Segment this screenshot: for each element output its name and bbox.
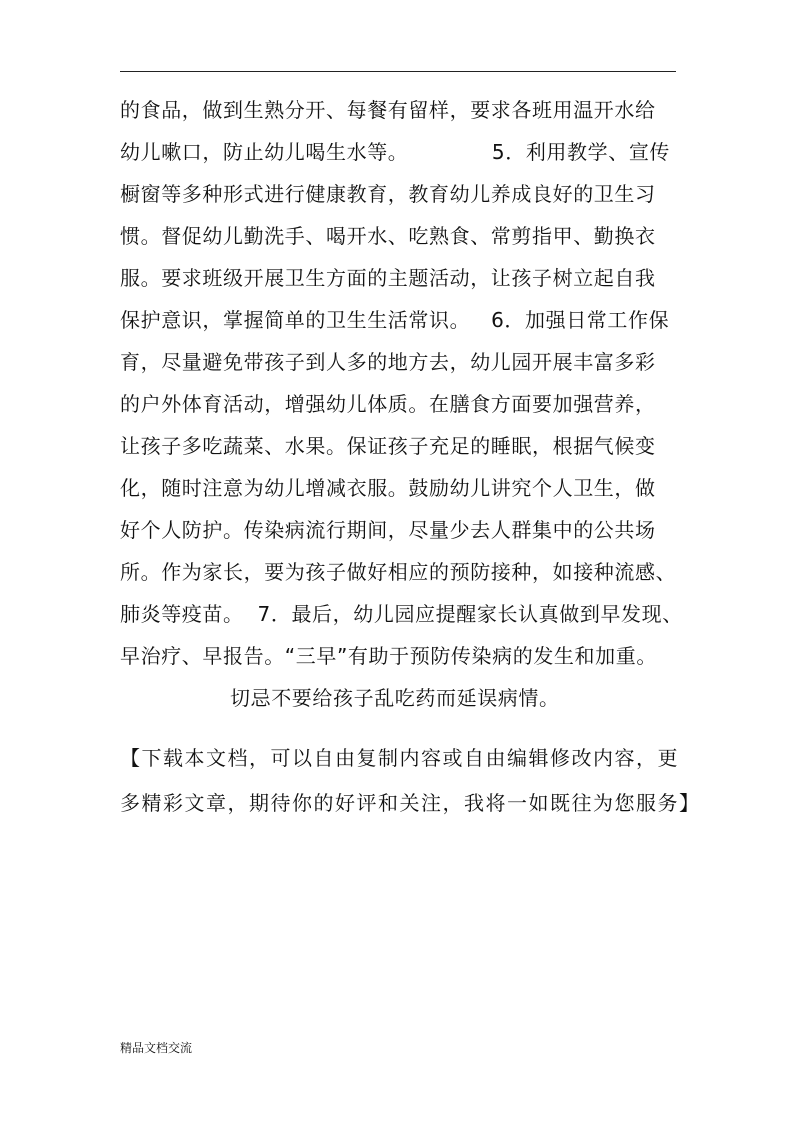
body-line: 惯。督促幼儿勤洗手、喝开水、吃熟食、常剪指甲、勤换衣 bbox=[120, 224, 656, 248]
body-line: 让孩子多吃蔬菜、水果。保证孩子充足的睡眠，根据气候变 bbox=[120, 434, 656, 458]
header-rule bbox=[120, 71, 676, 72]
body-line: 的户外体育活动，增强幼儿体质。在膳食方面要加强营养， bbox=[120, 392, 656, 416]
body-line: 早治疗、早报告。“三早”有助于预防传染病的发生和加重。 bbox=[120, 644, 657, 668]
body-line: 育，尽量避免带孩子到人多的地方去，幼儿园开展丰富多彩 bbox=[120, 350, 656, 374]
page-footer: 精品文档交流 bbox=[120, 1041, 193, 1055]
body-line: 切忌不要给孩子乱吃药而延误病情。 bbox=[230, 686, 560, 710]
body-line: 好个人防护。传染病流行期间，尽量少去人群集中的公共场 bbox=[120, 518, 656, 542]
body-line: 的食品，做到生熟分开、每餐有留样，要求各班用温开水给 bbox=[120, 98, 656, 122]
body-line: 所。作为家长，要为孩子做好相应的预防接种，如接种流感、 bbox=[120, 560, 677, 584]
download-note-line: 多精彩文章，期待你的好评和关注，我将一如既往为您服务】 bbox=[120, 791, 701, 815]
body-line: 橱窗等多种形式进行健康教育，教育幼儿养成良好的卫生习 bbox=[120, 182, 656, 206]
download-note-line: 【下载本文档，可以自由复制内容或自由编辑修改内容，更 bbox=[120, 746, 679, 770]
body-line: 服。要求班级开展卫生方面的主题活动，让孩子树立起自我 bbox=[120, 266, 656, 290]
body-line: 保护意识，掌握简单的卫生生活常识。 6．加强日常工作保 bbox=[120, 308, 670, 332]
body-line: 幼儿嗽口，防止幼儿喝生水等。 5．利用教学、宣传 bbox=[120, 140, 671, 164]
body-line: 肺炎等疫苗。 7．最后，幼儿园应提醒家长认真做到早发现、 bbox=[120, 602, 683, 626]
body-line: 化，随时注意为幼儿增减衣服。鼓励幼儿讲究个人卫生，做 bbox=[120, 476, 656, 500]
